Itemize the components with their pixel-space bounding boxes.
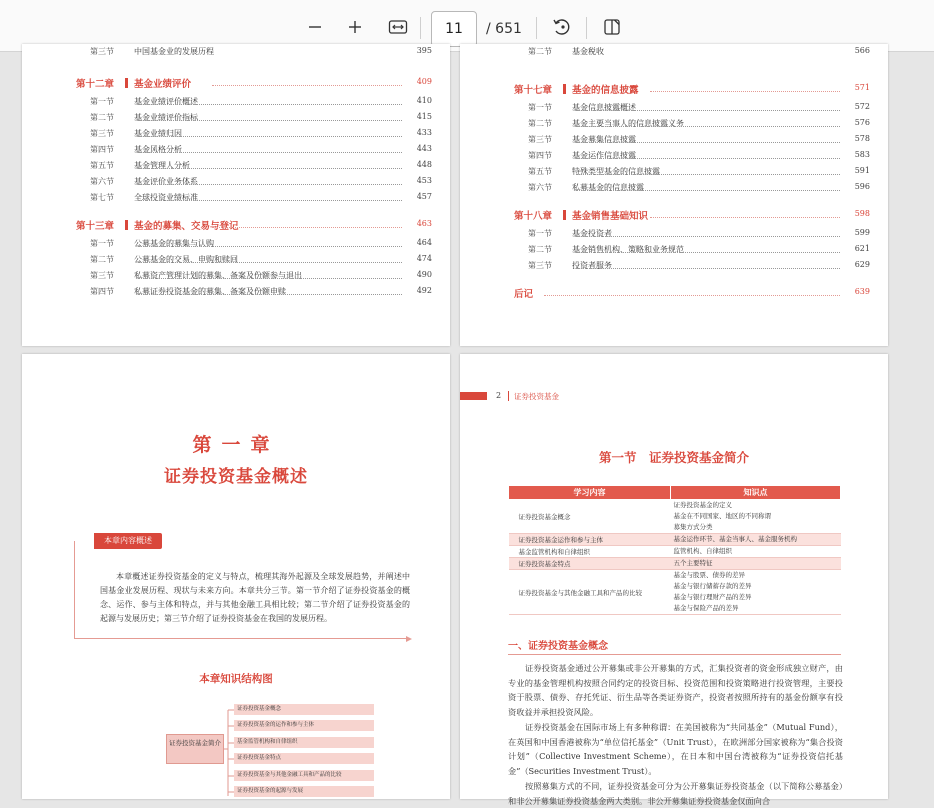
toc-section-title: 基金运作信息披露	[572, 151, 636, 160]
knowledge-point: 基金在不同国家、地区的不同称谓	[673, 512, 771, 520]
toc-section-title: 基金管理人分析	[134, 161, 190, 170]
toc-section-title: 基金风格分析	[134, 145, 182, 154]
page-view-button[interactable]	[598, 13, 626, 41]
toc-section-number: 第三节	[90, 271, 114, 280]
rotate-icon	[552, 17, 572, 37]
knowledge-point: 基金与银行理财产品的差异	[673, 593, 752, 601]
toc-page-number: 621	[854, 244, 870, 253]
page-number-label: 2	[496, 391, 502, 400]
toc-section-number: 第一节	[90, 97, 114, 106]
table-row	[509, 570, 841, 615]
running-title: 证券投资基金	[514, 392, 559, 401]
toc-section-title: 私募资产管理计划的募集、备案及份额参与退出	[134, 271, 302, 280]
pdf-page-chapter-1	[22, 354, 450, 799]
toc-section-number: 第二节	[90, 255, 114, 264]
toc-leader	[138, 120, 402, 121]
knowledge-point: 募集方式分类	[673, 523, 713, 531]
table-row	[509, 534, 841, 546]
toc-section-title: 私募证券投资基金的募集、备案及份额申赎	[134, 287, 286, 296]
toc-page-number: 578	[854, 134, 870, 143]
toc-chapter-title: 基金业绩评价	[134, 79, 192, 90]
body-paragraph: 证券投资基金在国际市场上有多种称谓：在美国被称为“共同基金”（Mutual Fund），在英国和中国香港被称为“单位信托基金”（Unit Trust），在欧洲部分国家被称为“集合投资计划”（Collective Investment Scheme），在日本和中国台湾被称为“证券投资信托基金”（Securities Investment Trust）。	[508, 722, 843, 776]
toc-leader	[544, 295, 840, 296]
table-row	[509, 546, 841, 558]
toc-leader	[576, 268, 840, 269]
table-cell-content: 基金监管机构和自律组织	[509, 546, 671, 558]
toc-leader	[576, 236, 840, 237]
toc-section-number: 第一节	[528, 229, 552, 238]
toc-section-number: 第六节	[90, 177, 114, 186]
fit-width-button[interactable]	[384, 13, 412, 41]
two-page-icon	[602, 17, 622, 37]
zoom-in-button[interactable]	[341, 13, 369, 41]
toc-chapter-title: 基金的募集、交易与登记	[134, 221, 239, 232]
knowledge-map-node: 证券投资基金的起源与发展	[234, 786, 374, 797]
toc-section-title: 投资者服务	[572, 261, 612, 270]
toc-chapter-page: 409	[416, 77, 432, 86]
plus-icon	[347, 19, 363, 35]
toc-chapter-title: 基金的信息披露	[572, 85, 639, 96]
toc-leader	[576, 190, 840, 191]
toc-leader	[138, 294, 402, 295]
toc-leader	[138, 136, 402, 137]
toc-page-number: 566	[854, 46, 870, 55]
toc-chapter-bar	[125, 220, 128, 230]
toc-chapter-bar	[563, 210, 566, 220]
subsection-title: 一、证券投资基金概念	[508, 641, 608, 652]
toc-section-number: 第六节	[528, 183, 552, 192]
toc-section-title: 特殊类型基金的信息披露	[572, 167, 660, 176]
toc-leader	[576, 110, 840, 111]
toc-section-number: 第五节	[528, 167, 552, 176]
toc-leader	[576, 158, 840, 159]
toc-leader	[212, 227, 402, 228]
toc-leader	[576, 126, 840, 127]
table-header: 知识点	[671, 486, 841, 500]
toc-section-title: 基金业绩归因	[134, 129, 182, 138]
toc-leader	[138, 168, 402, 169]
toc-chapter-page: 571	[854, 83, 870, 92]
zoom-out-button[interactable]	[301, 13, 329, 41]
table-row	[509, 558, 841, 570]
toc-page-number: 596	[854, 182, 870, 191]
pdf-page-toc-left	[22, 44, 450, 346]
knowledge-map-node: 证券投资基金概念	[234, 704, 374, 715]
toc-section-number: 第四节	[528, 151, 552, 160]
toc-section-title: 基金评价业务体系	[134, 177, 198, 186]
toc-page-number: 629	[854, 260, 870, 269]
page-count: / 651	[486, 21, 522, 37]
toc-page-number: 464	[416, 238, 432, 247]
table-cell-content: 证券投资基金运作和参与主体	[509, 534, 671, 546]
chapter-title: 证券投资基金概述	[164, 467, 308, 487]
table-cell-content: 证券投资基金概念	[509, 500, 671, 534]
knowledge-map-node: 证券投资基金特点	[234, 753, 374, 764]
toc-chapter-bar	[125, 78, 128, 88]
toc-section-title: 全球投资业绩标准	[134, 193, 198, 202]
toc-section-number: 第四节	[90, 145, 114, 154]
toc-chapter-label: 第十二章	[76, 79, 115, 90]
toc-leader	[138, 200, 402, 201]
knowledge-point: 基金与保险产品的差异	[673, 604, 739, 612]
toc-section-number: 第一节	[90, 239, 114, 248]
toc-chapter-label: 第十八章	[514, 211, 553, 222]
table-row	[509, 500, 841, 534]
toc-chapter-page: 463	[416, 219, 432, 228]
overview-label: 本章内容概述	[94, 533, 162, 549]
toc-leader	[138, 184, 402, 185]
toc-chapter-bar	[563, 84, 566, 94]
knowledge-map-root: 证券投资基金简介	[166, 734, 224, 764]
toc-section-title: 基金业绩评价概述	[134, 97, 198, 106]
table-cell-points	[671, 546, 841, 558]
toc-section-number: 第三节	[528, 261, 552, 270]
knowledge-point: 五个主要特征	[673, 559, 713, 567]
knowledge-map-node: 基金监管机构和自律组织	[234, 737, 374, 748]
toc-section-title: 基金业绩评价指标	[134, 113, 198, 122]
toc-page-number: 576	[854, 118, 870, 127]
toc-section-title: 基金销售机构、策略和业务规范	[572, 245, 684, 254]
toc-section-title: 公募基金的交易、申购和赎回	[134, 255, 238, 264]
toc-leader	[138, 152, 402, 153]
rotate-button[interactable]	[548, 13, 576, 41]
toc-chapter-title: 基金销售基础知识	[572, 211, 649, 222]
toc-page-number: 572	[854, 102, 870, 111]
toc-chapter-page: 598	[854, 209, 870, 218]
toolbar-divider	[420, 17, 421, 39]
study-table	[508, 485, 841, 615]
toc-section-number: 第一节	[528, 103, 552, 112]
toc-chapter-label: 第十三章	[76, 221, 115, 232]
toc-section-number: 第二节	[90, 113, 114, 122]
chapter-number: 第一章	[192, 434, 280, 456]
knowledge-point: 基金与股票、债券的差异	[673, 571, 745, 579]
toc-leader	[576, 252, 840, 253]
knowledge-map-node: 证券投资基金与其他金融工具和产品的比较	[234, 770, 374, 781]
toc-section-number: 第二节	[528, 119, 552, 128]
table-cell-points	[671, 558, 841, 570]
subsection-underline	[508, 654, 841, 655]
toc-chapter-label: 第十七章	[514, 85, 553, 96]
toc-page-number: 433	[416, 128, 432, 137]
toc-section-number: 第三节	[90, 47, 114, 56]
toolbar-divider	[586, 17, 587, 39]
toc-postscript-page: 639	[854, 287, 870, 296]
toc-page-number: 395	[416, 46, 432, 55]
toc-page-number: 448	[416, 160, 432, 169]
overview-text: 本章概述证券投资基金的定义与特点，梳理其海外起源及全球发展趋势，并阐述中国基金业发展历程、现状与未来方向。本章共分三节。第一节介绍了证券投资基金的概念、运作、参与主体和特点，并与其他金融工具相比较；第二节介绍了证券投资基金的起源与发展历史；第三节介绍了证券投资基金在我国的发展历程。	[100, 572, 410, 623]
header-accent-bar	[460, 392, 487, 400]
toc-leader	[650, 217, 840, 218]
knowledge-map-node: 证券投资基金的运作和参与主体	[234, 720, 374, 731]
table-cell-points	[671, 570, 841, 615]
toc-section-number: 第三节	[90, 129, 114, 138]
section-title: 第一节 证券投资基金简介	[598, 450, 749, 465]
minus-icon	[307, 19, 323, 35]
toc-section-number: 第五节	[90, 161, 114, 170]
pdf-page-toc-right	[460, 44, 888, 346]
toc-leader	[576, 142, 840, 143]
toc-page-number: 599	[854, 228, 870, 237]
fit-width-icon	[388, 18, 408, 36]
toc-section-title: 基金募集信息披露	[572, 135, 636, 144]
toc-page-number: 410	[416, 96, 432, 105]
toc-page-number: 443	[416, 144, 432, 153]
table-cell-points	[671, 534, 841, 546]
toc-section-number: 第四节	[90, 287, 114, 296]
toc-section-title: 公募基金的募集与认购	[134, 239, 214, 248]
body-paragraph: 证券投资基金通过公开募集或非公开募集的方式，汇集投资者的资金形成独立财产，由专业的基金管理机构按照合同约定的投资目标、投资范围和投资策略进行投资管理，主要投资于股票、债券、存托凭证、衍生品等各类证券资产，投资者按照所持有的基金份额享有投资收益并承担投资风险。	[508, 663, 843, 717]
toc-page-number: 583	[854, 150, 870, 159]
table-cell-points	[671, 500, 841, 534]
body-paragraph: 按照募集方式的不同，证券投资基金可分为公开募集证券投资基金（以下简称公募基金）和非公开募集证券投资基金两大类别。非公开募集证券投资基金仅面向合	[508, 781, 843, 806]
toc-leader	[138, 278, 402, 279]
toc-leader	[212, 85, 402, 86]
toc-section-title: 中国基金业的发展历程	[134, 47, 214, 56]
toc-page-number: 492	[416, 286, 432, 295]
toc-section-number: 第二节	[528, 245, 552, 254]
table-body	[509, 500, 841, 615]
toc-leader	[576, 174, 840, 175]
header-divider	[508, 391, 509, 401]
knowledge-point: 基金运作环节、基金当事人、基金服务机构	[673, 535, 797, 543]
toc-section-title: 基金税收	[572, 47, 604, 56]
toc-leader	[650, 91, 840, 92]
toc-page-number: 474	[416, 254, 432, 263]
knowledge-map-connectors	[22, 354, 450, 799]
table-header: 学习内容	[509, 486, 671, 500]
table-cell-content: 证券投资基金与其他金融工具和产品的比较	[509, 570, 671, 615]
knowledge-point: 监管机构、自律组织	[673, 547, 732, 555]
knowledge-point: 证券投资基金的定义	[673, 501, 732, 509]
toc-section-title: 私募基金的信息披露	[572, 183, 644, 192]
pdf-page-section-1	[460, 354, 888, 806]
toc-page-number: 490	[416, 270, 432, 279]
toc-leader	[138, 262, 402, 263]
toc-page-number: 457	[416, 192, 432, 201]
toc-postscript-label: 后记	[514, 289, 534, 300]
toc-section-title: 基金主要当事人的信息披露义务	[572, 119, 684, 128]
toc-section-title: 基金投资者	[572, 229, 612, 238]
table-cell-content: 证券投资基金特点	[509, 558, 671, 570]
toc-section-title: 基金信息披露概述	[572, 103, 636, 112]
toc-section-number: 第三节	[528, 135, 552, 144]
toc-section-number: 第七节	[90, 193, 114, 202]
knowledge-map-title: 本章知识结构图	[199, 673, 273, 685]
toc-page-number: 415	[416, 112, 432, 121]
page-number-input[interactable]: 11	[431, 11, 477, 47]
toc-page-number: 453	[416, 176, 432, 185]
toc-section-number: 第二节	[528, 47, 552, 56]
knowledge-point: 基金与银行储蓄存款的差异	[673, 582, 752, 590]
toolbar-divider	[536, 17, 537, 39]
toc-page-number: 591	[854, 166, 870, 175]
toc-leader	[138, 246, 402, 247]
toc-leader	[138, 104, 402, 105]
